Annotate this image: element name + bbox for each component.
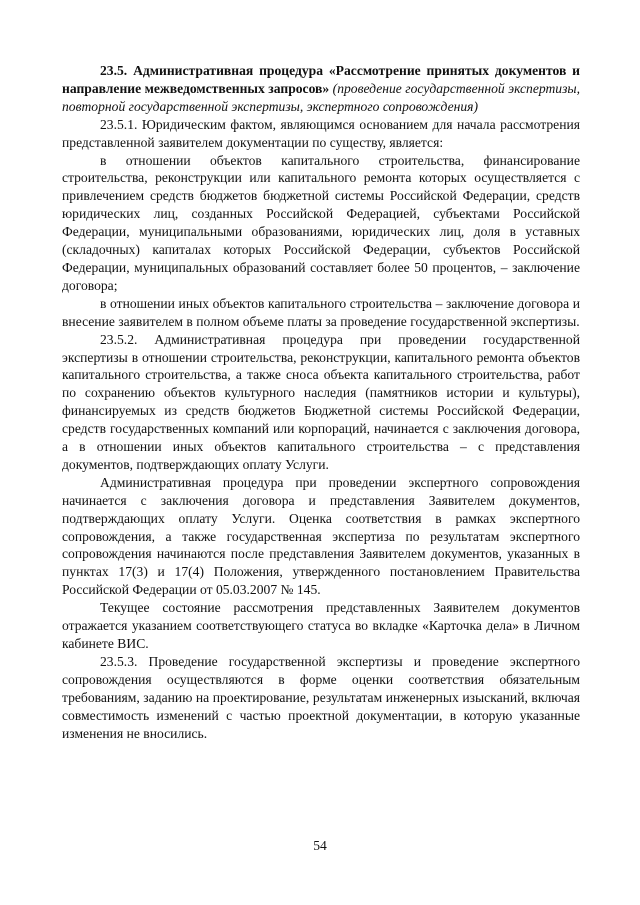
page-content bbox=[62, 62, 580, 742]
section-heading-title: 23.5. Административная процедура «Рассмотрение принятых документов и направление межведомственных запросов» bbox=[62, 63, 580, 96]
paragraph-23-5-2: 23.5.2. Административная процедура при проведении государственной экспертизы в отношении строительства, реконструкции, капитального ремонта объектов капитального строительства, а также сноса объекта капитального строительства, работ по сохранению объектов культурного наследия (памятников истории и культуры), финансируемых из средств бюджетов Бюджетной системы Российской Федерации, средств государственных компаний или корпораций, начинается с заключения договора, а в отношении иных объектов капитального строительства – с представления документов, подтверждающих оплату Услуги. bbox=[62, 331, 580, 472]
paragraph-expert-support: Административная процедура при проведении экспертного сопровождения начинается с заключения договора и представления Заявителем документов, подтверждающих оплату Услуги. Оценка соответствия в рамках экспертного сопровождения, а также государственная экспертиза по результатам экспертного сопровождения начинаются после представления Заявителем документов, указанных в пунктах 17(3) и 17(4) Положения, утвержденного постановлением Правительства Российской Федерации от 05.03.2007 № 145. bbox=[62, 474, 580, 598]
section-heading bbox=[62, 62, 580, 116]
paragraph-23-5-1: 23.5.1. Юридическим фактом, являющимся основанием для начала рассмотрения представленной заявителем документации по существу, является: bbox=[62, 116, 580, 150]
paragraph-other-objects: в отношении иных объектов капитального строительства – заключение договора и внесение заявителем в полном объеме платы за проведение государственной экспертизы. bbox=[62, 295, 580, 329]
paragraph-23-5-3: 23.5.3. Проведение государственной экспертизы и проведение экспертного сопровождения осуществляются в форме оценки соответствия обязательным требованиям, заданию на проектирование, результатам инженерных изысканий, включая совместимость изменений с частью проектной документации, в которую указанные изменения не вносились. bbox=[62, 653, 580, 741]
page-number: 54 bbox=[313, 838, 327, 853]
paragraph-budget-objects: в отношении объектов капитального строительства, финансирование строительства, реконструкции или капитального ремонта которых осуществляется с привлечением средств бюджетов бюджетной системы Российской Федерации, средств юридических лиц, созданных Российской Федерацией, субъектами Российской Федерации, муниципальными образованиями, юридических лиц, доля в уставных (складочных) капиталах которых Российской Федерации, субъектов Российской Федерации, муниципальных образований составляет более 50 процентов, – заключение договора; bbox=[62, 152, 580, 293]
paragraph-current-status: Текущее состояние рассмотрения представленных Заявителем документов отражается указанием соответствующего статуса во вкладке «Карточка дела» в Личном кабинете ВИС. bbox=[62, 600, 580, 651]
section-heading-subtitle: (проведение государственной экспертизы, повторной государственной экспертизы, экспертного сопровождения) bbox=[62, 80, 580, 114]
